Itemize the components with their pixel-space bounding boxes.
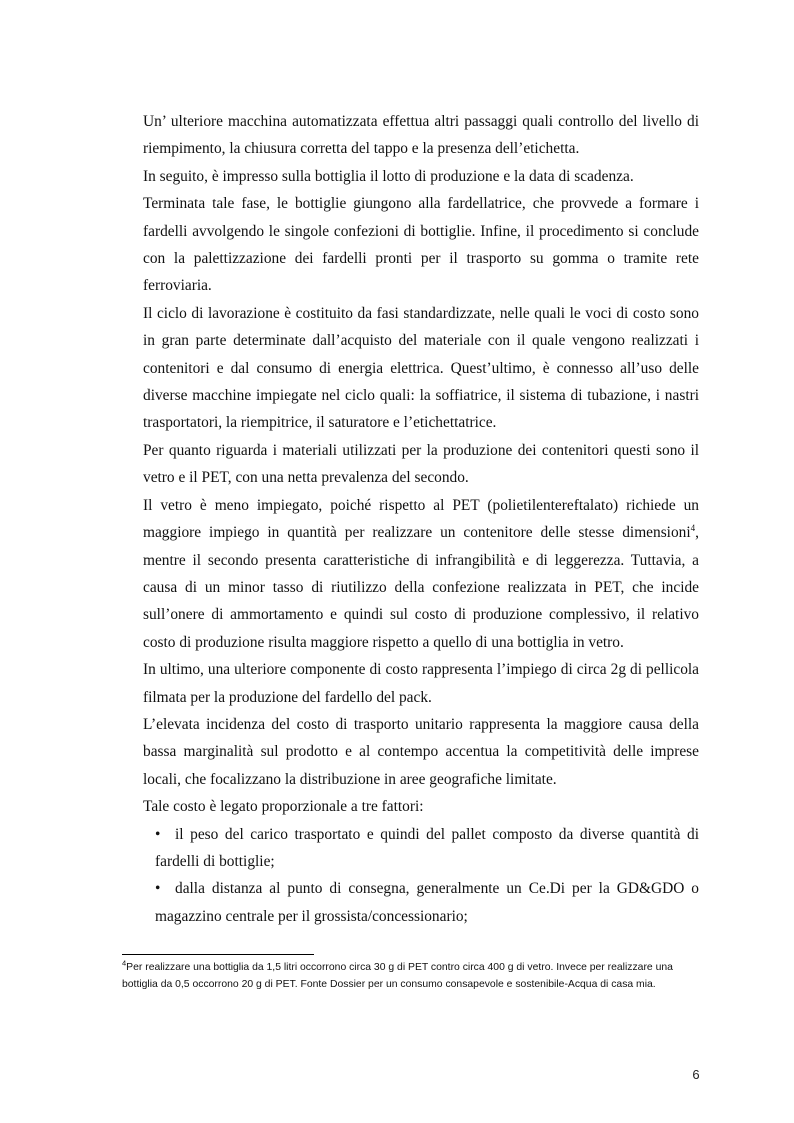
paragraph: Il ciclo di lavorazione è costituito da fasi standardizzate, nelle quali le voci di costo sono in gran parte determinate dall’acquisto del materiale con il quale vengono realizzati i contenitori e dal consumo di energia elettrica. Quest’ultimo, è connesso all’uso delle diverse macchine impiegate nel ciclo quali: la soffiatrice, il sistema di tubazione, i nastri trasportatori, la riempitrice, il saturatore e l’etichettatrice.	[143, 304, 699, 432]
page-number: 6	[692, 1067, 700, 1082]
footnote-divider	[122, 954, 314, 955]
paragraph: L’elevata incidenza del costo di trasporto unitario rappresenta la maggiore causa della bassa marginalità sul prodotto e al contempo accentua la competitività delle imprese locali, che focalizzano la distribuzione in aree geografiche limitate.	[143, 715, 699, 788]
paragraph: Terminata tale fase, le bottiglie giungono alla fardellatrice, che provvede a formare i fardelli avvolgendo le singole confezioni di bottiglie. Infine, il procedimento si conclude con la palettizzazione dei fardelli pronti per il trasporto su gomma o tramite rete ferroviaria.	[143, 195, 699, 295]
bullet-item	[143, 821, 699, 876]
paragraph: Tale costo è legato proporzionale a tre fattori:	[143, 798, 424, 816]
paragraph: Per quanto riguarda i materiali utilizzati per la produzione dei contenitori questi sono il vetro e il PET, con una netta prevalenza del secondo.	[143, 441, 699, 487]
footnote-number: 4	[122, 958, 127, 968]
paragraph: In seguito, è impresso sulla bottiglia il lotto di produzione e la data di scadenza.	[143, 167, 634, 185]
paragraph: In ultimo, una ulteriore componente di costo rappresenta l’impiego di circa 2g di pellicola filmata per la produzione del fardello del pack.	[143, 661, 699, 706]
footnote-marker: 4	[690, 522, 696, 533]
bullet-item	[143, 875, 699, 930]
body-text	[143, 108, 699, 930]
bullet-text: dalla distanza al punto di consegna, generalmente un Ce.Di per la GD&GDO o magazzino centrale per il grossista/concessionario;	[155, 880, 699, 925]
paragraph-text: Il vetro è meno impiegato, poiché rispetto al PET (polietilentereftalato) richiede un maggiore impiego in quantità per realizzare un contenitore delle stesse dimensioni	[143, 496, 699, 542]
bullet-text: il peso del carico trasportato e quindi del pallet composto da diverse quantità di fardelli di bottiglie;	[155, 825, 699, 870]
paragraph-text: , mentre il secondo presenta caratteristiche di infrangibilità e di leggerezza. Tuttavia, a causa di un minor tasso di riutilizzo della confezione realizzata in PET, che incide sull’onere di ammortamento e quindi sul costo di produzione complessivo, il relativo costo di produzione risulta maggiore rispetto a quello di una bottiglia in vetro.	[143, 524, 699, 651]
footnote	[122, 959, 682, 993]
paragraph-with-footnote	[143, 492, 699, 656]
paragraph: Un’ ulteriore macchina automatizzata effettua altri passaggi quali controllo del livello di riempimento, la chiusura corretta del tappo e la presenza dell’etichetta.	[143, 113, 699, 158]
bullet-symbol: •	[155, 825, 161, 843]
footnote-text: Per realizzare una bottiglia da 1,5 litri occorrono circa 30 g di PET contro circa 400 g di vetro. Invece per realizzare una bottiglia da 0,5 occorrono 20 g di PET. Fonte Dossier per un consumo consapevole e sostenibile-Acqua di casa mia.	[122, 962, 673, 990]
bullet-symbol: •	[155, 880, 161, 898]
